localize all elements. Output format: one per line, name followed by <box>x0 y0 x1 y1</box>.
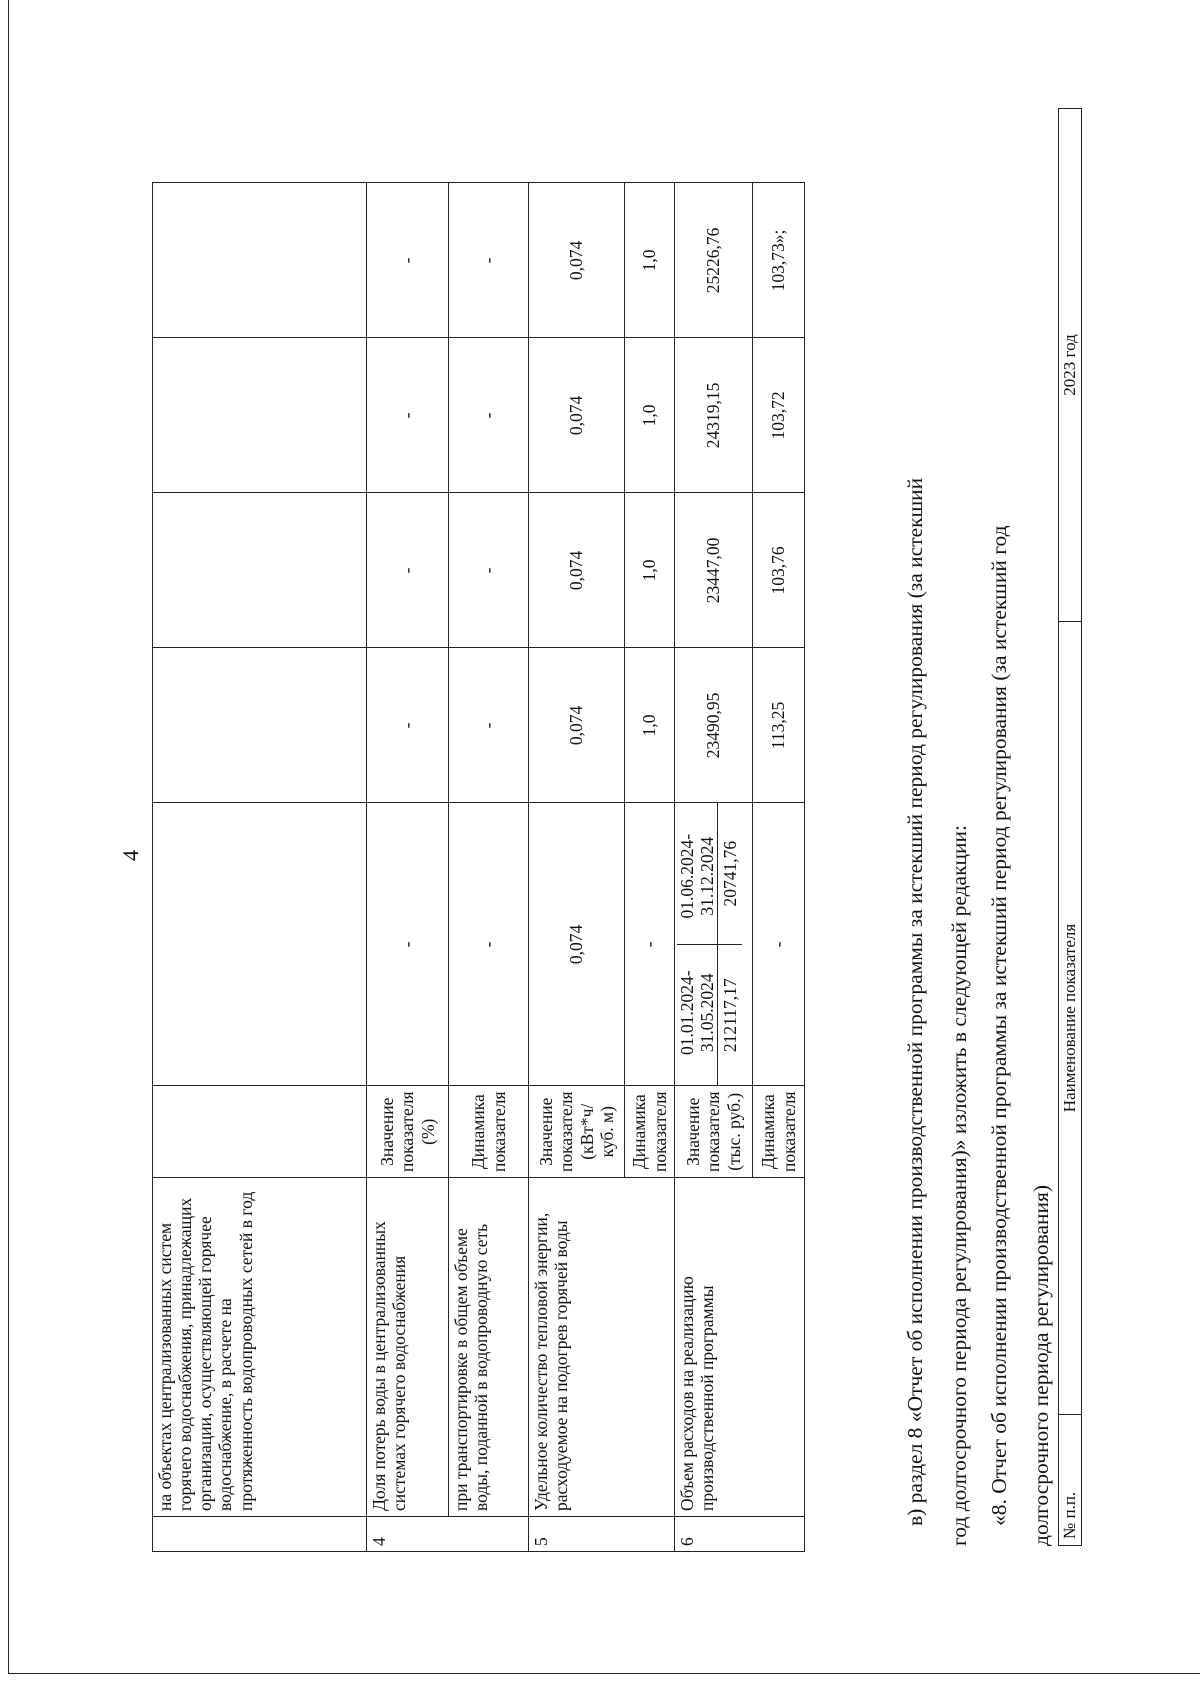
indicator-label: Динамика показателя <box>449 1086 529 1178</box>
year-value <box>153 493 367 648</box>
year-value: 23490,95 <box>675 648 753 803</box>
base-value: - <box>625 803 675 1086</box>
page-number: 4 <box>118 850 143 861</box>
indicator-label: Динамика показателя <box>753 1086 805 1178</box>
period-1: 01.01.2024-31.05.2024 <box>677 970 718 1055</box>
year-value: 25226,76 <box>675 183 753 338</box>
year-value: 1,0 <box>625 338 675 493</box>
report-header-table <box>1058 108 1082 1546</box>
paragraph-section-8-title-cont: долгосрочного периода регулирования) <box>1029 1184 1053 1546</box>
year-value: - <box>449 648 529 803</box>
year-value <box>153 648 367 803</box>
table-row <box>153 183 367 1552</box>
row-number: 6 <box>675 1517 805 1552</box>
year-value: 103,72 <box>753 338 805 493</box>
base-value-split <box>675 803 753 1086</box>
indicators-table <box>152 182 805 1552</box>
base-value: - <box>367 803 449 1086</box>
base-value <box>153 803 367 1086</box>
year-value: - <box>449 493 529 648</box>
year-value: 103,73»; <box>753 183 805 338</box>
year-value: - <box>449 183 529 338</box>
year-value: 0,074 <box>529 648 625 803</box>
paragraph-section-8-intro-cont: год долгосрочного периода регулирования)» изложить в следующей редакции: <box>947 824 971 1546</box>
year-value: 113,25 <box>753 648 805 803</box>
base-value: - <box>449 803 529 1086</box>
year-value: - <box>367 183 449 338</box>
period-2-value: 20741,76 <box>718 803 742 945</box>
year-value: 1,0 <box>625 183 675 338</box>
row-number <box>153 1517 367 1552</box>
year-value: 0,074 <box>529 338 625 493</box>
year-value <box>153 338 367 493</box>
year-value: 103,76 <box>753 493 805 648</box>
year-value: - <box>367 338 449 493</box>
year-value: 0,074 <box>529 183 625 338</box>
indicator-description: при транспортировке в общем объеме воды, поданной в водопроводную сеть <box>449 1178 529 1517</box>
indicator-description: Удельное количество тепловой энергии, расходуемое на подогрев горячей воды <box>529 1178 675 1517</box>
row-number: 4 <box>367 1517 529 1552</box>
indicator-label: Значение показателя (%) <box>367 1086 449 1178</box>
indicator-description: Доля потерь воды в централизованных системах горячего водоснабжения <box>367 1178 449 1517</box>
table-row <box>1059 109 1082 1546</box>
indicator-label: Значение показателя (тыс. руб.) <box>675 1086 753 1178</box>
table-row <box>449 183 529 1552</box>
indicator-description: Объем расходов на реализацию производственной программы <box>675 1178 805 1517</box>
year-value: 23447,00 <box>675 493 753 648</box>
year-value <box>153 183 367 338</box>
header-number: № п.п. <box>1059 1415 1082 1546</box>
indicator-label <box>153 1086 367 1178</box>
year-value: - <box>449 338 529 493</box>
year-value: 1,0 <box>625 493 675 648</box>
table-row <box>529 183 625 1552</box>
table-row <box>367 183 449 1552</box>
table-row <box>675 183 753 1552</box>
paragraph-section-8-title: «8. Отчет об исполнении производственной программы за истекший период регулирования (за истекший год <box>987 525 1011 1526</box>
indicator-label: Значение показателя (кВт*ч/куб. м) <box>529 1086 625 1178</box>
header-indicator-name: Наименование показателя <box>1059 622 1082 1415</box>
paragraph-section-8-intro: в) раздел 8 «Отчет об исполнении производственной программы за истекший период регулирования (за истекший <box>903 477 927 1526</box>
year-value: 0,074 <box>529 493 625 648</box>
year-value: - <box>367 493 449 648</box>
period-1-value: 212117,17 <box>720 978 741 1053</box>
indicator-label: Динамика показателя <box>625 1086 675 1178</box>
base-value: - <box>753 803 805 1086</box>
base-value: 0,074 <box>529 803 625 1086</box>
year-value: 1,0 <box>625 648 675 803</box>
indicator-description: на объектах централизованных систем горячего водоснабжения, принадлежащих организации, осуществляющей горячее водоснабжение, в расчете на протяженность водопроводных сетей в год <box>153 1178 367 1517</box>
row-number: 5 <box>529 1517 675 1552</box>
year-value: 24319,15 <box>675 338 753 493</box>
period-2: 01.06.2024-31.12.2024 <box>677 808 717 945</box>
header-year: 2023 год <box>1059 109 1082 622</box>
year-value: - <box>367 648 449 803</box>
